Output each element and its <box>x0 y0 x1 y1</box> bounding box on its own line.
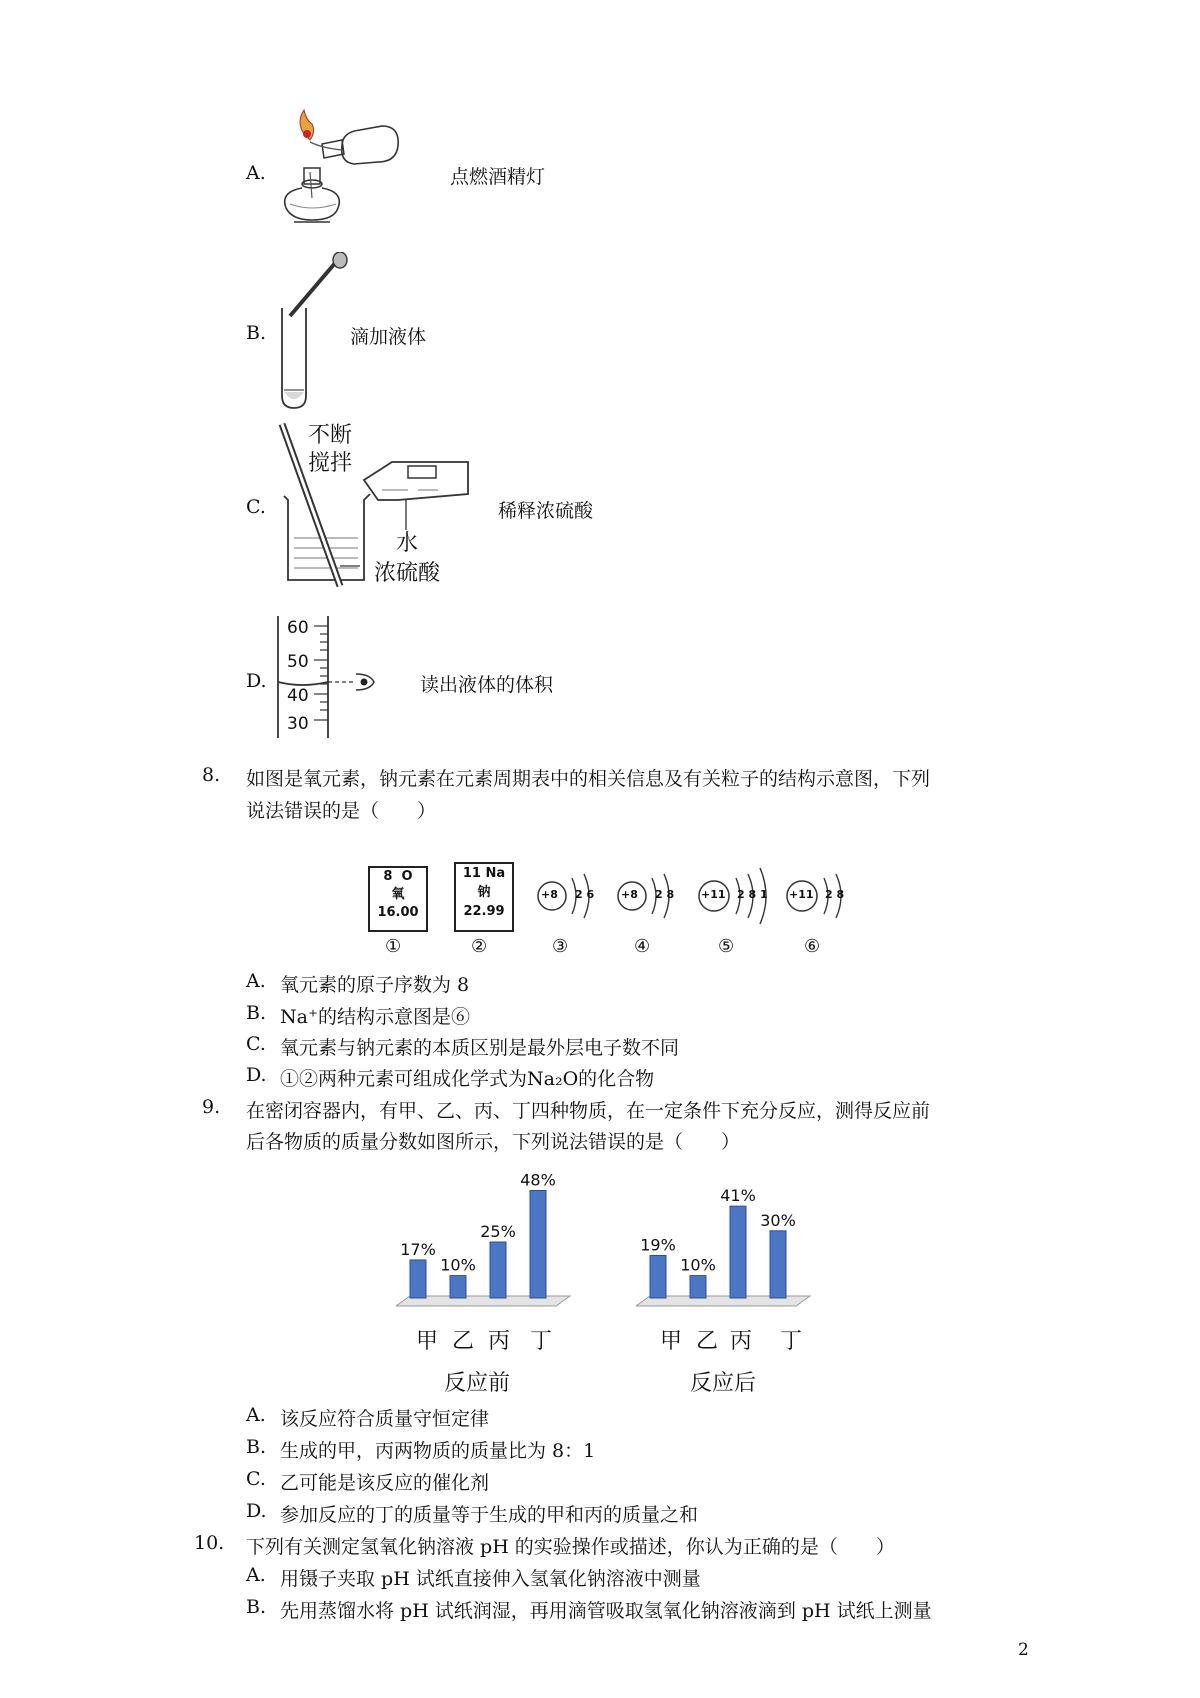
after-bar-label-4: 30% <box>760 1210 796 1230</box>
after-bar-3 <box>730 1206 746 1298</box>
atom3-shells: 2 6 <box>575 888 595 901</box>
bar-chart-after-reaction <box>636 1160 816 1320</box>
q10-stem-line1: 下列有关测定氢氧化钠溶液 pH 的实验操作或描述，你认为正确的是（ ） <box>246 1536 895 1558</box>
atom6-nucleus: +11 <box>789 888 814 901</box>
page-number: 2 <box>1018 1640 1029 1660</box>
before-bar-label-4: 48% <box>520 1170 556 1190</box>
sodium-mass: 22.99 <box>463 904 505 919</box>
q7-option-d-letter: D. <box>246 670 267 692</box>
after-bar-1 <box>650 1255 666 1298</box>
before-bar-1 <box>410 1260 426 1298</box>
q9-option-a-letter: A. <box>246 1404 266 1426</box>
q10-option-b-letter: B. <box>246 1596 267 1618</box>
q9-option-c-text: 乙可能是该反应的催化剂 <box>280 1472 490 1494</box>
dropper-adding-liquid-figure <box>280 252 360 412</box>
q9-number: 9. <box>202 1096 221 1118</box>
q8-option-b-letter: B. <box>246 1002 267 1024</box>
q8-option-c-text: 氧元素与钠元素的本质区别是最外层电子数不同 <box>280 1037 680 1059</box>
tick-50: 50 <box>287 652 309 672</box>
q7-option-a-text: 点燃酒精灯 <box>450 166 546 188</box>
oxygen-mass: 16.00 <box>377 905 419 920</box>
marker-1: ① <box>385 936 402 957</box>
sodium-symbol: Na <box>485 866 506 881</box>
after-cat-ding: 丁 <box>780 1329 803 1354</box>
atom6-shells: 2 8 <box>825 888 845 901</box>
tick-40: 40 <box>287 686 309 706</box>
marker-4: ④ <box>634 936 651 957</box>
after-bar-label-1: 19% <box>640 1235 676 1255</box>
after-bar-label-2: 10% <box>680 1255 716 1275</box>
alcohol-lamp-lighting-figure <box>282 104 402 232</box>
q9-option-b-letter: B. <box>246 1436 267 1458</box>
q10-number: 10. <box>194 1532 225 1554</box>
before-cat-jia: 甲 <box>416 1329 439 1354</box>
stir-label-line1: 不断 <box>308 423 353 448</box>
q7-option-b-text: 滴加液体 <box>350 326 427 348</box>
marker-5: ⑤ <box>718 936 735 957</box>
chart-before-title: 反应前 <box>444 1371 511 1396</box>
periodic-cell-oxygen <box>368 866 428 932</box>
tick-60: 60 <box>287 618 309 638</box>
q8-option-b-text: Na⁺的结构示意图是⑥ <box>280 1006 470 1028</box>
before-cat-yi: 乙 <box>452 1329 475 1354</box>
q8-option-a-text: 氧元素的原子序数为 8 <box>280 974 470 996</box>
q9-stem-line1: 在密闭容器内，有甲、乙、丙、丁四种物质，在一定条件下充分反应，测得反应前 <box>246 1100 931 1122</box>
atom3-nucleus: +8 <box>541 888 558 901</box>
after-cat-bing: 丙 <box>730 1329 753 1354</box>
q7-option-c-text: 稀释浓硫酸 <box>498 500 594 522</box>
stir-label-line2: 搅拌 <box>308 451 353 476</box>
chart-after-title: 反应后 <box>690 1371 757 1396</box>
atom4-shells: 2 8 <box>655 888 675 901</box>
before-bar-label-1: 17% <box>400 1239 436 1259</box>
after-bar-4 <box>770 1231 786 1298</box>
q10-option-a-letter: A. <box>246 1564 266 1586</box>
q7-option-c-letter: C. <box>246 496 266 518</box>
q8-option-c-letter: C. <box>246 1033 266 1055</box>
after-cat-yi: 乙 <box>696 1329 719 1354</box>
before-cat-ding: 丁 <box>530 1329 553 1354</box>
q10-option-a-text: 用镊子夹取 pH 试纸直接伸入氢氧化钠溶液中测量 <box>280 1568 701 1590</box>
q9-stem-line2: 后各物质的质量分数如图所示，下列说法错误的是（ ） <box>246 1131 741 1153</box>
q9-option-a-text: 该反应符合质量守恒定律 <box>280 1408 490 1430</box>
bar-chart-before-reaction <box>396 1160 576 1320</box>
q9-option-b-text: 生成的甲，丙两物质的质量比为 8：1 <box>280 1440 596 1462</box>
q10-option-b-text: 先用蒸馏水将 pH 试纸润湿，再用滴管吸取氢氧化钠溶液滴到 pH 试纸上测量 <box>280 1600 932 1622</box>
q8-number: 8. <box>202 764 221 786</box>
q9-option-d-text: 参加反应的丁的质量等于生成的甲和丙的质量之和 <box>280 1504 699 1526</box>
q7-option-b-letter: B. <box>246 322 267 344</box>
after-cat-jia: 甲 <box>660 1329 683 1354</box>
q8-option-d-letter: D. <box>246 1064 267 1086</box>
atom5-shells: 2 8 1 <box>737 888 768 901</box>
sodium-number: 11 <box>462 866 481 881</box>
q8-option-d-text: ①②两种元素可组成化学式为Na₂O的化合物 <box>280 1068 655 1090</box>
q8-stem-line2: 说法错误的是（ ） <box>246 800 437 822</box>
q8-stem-line1: 如图是氧元素，钠元素在元素周期表中的相关信息及有关粒子的结构示意图，下列 <box>246 768 931 790</box>
oxygen-symbol: O <box>401 869 413 884</box>
after-bar-2 <box>690 1276 706 1298</box>
before-bar-3 <box>490 1242 506 1298</box>
tick-30: 30 <box>287 714 309 734</box>
atom5-nucleus: +11 <box>701 888 726 901</box>
oxygen-name: 氧 <box>391 887 405 902</box>
q7-option-a-letter: A. <box>246 162 266 184</box>
sodium-name: 钠 <box>477 885 491 900</box>
q9-option-d-letter: D. <box>246 1500 267 1522</box>
water-label: 水 <box>396 531 419 556</box>
before-cat-bing: 丙 <box>488 1329 511 1354</box>
concentrated-acid-label: 浓硫酸 <box>374 561 441 586</box>
before-bar-4 <box>530 1190 546 1298</box>
q8-option-a-letter: A. <box>246 970 266 992</box>
q9-option-c-letter: C. <box>246 1468 266 1490</box>
before-bar-2 <box>450 1276 466 1298</box>
after-bar-label-3: 41% <box>720 1186 756 1206</box>
before-bar-label-3: 25% <box>480 1222 516 1241</box>
marker-2: ② <box>471 936 488 957</box>
marker-3: ③ <box>552 936 569 957</box>
before-bar-label-2: 10% <box>440 1255 476 1275</box>
periodic-cell-sodium <box>454 862 514 932</box>
q7-option-d-text: 读出液体的体积 <box>420 674 554 696</box>
oxygen-number: 8 <box>383 869 393 884</box>
atom4-nucleus: +8 <box>621 888 638 901</box>
marker-6: ⑥ <box>804 936 821 957</box>
